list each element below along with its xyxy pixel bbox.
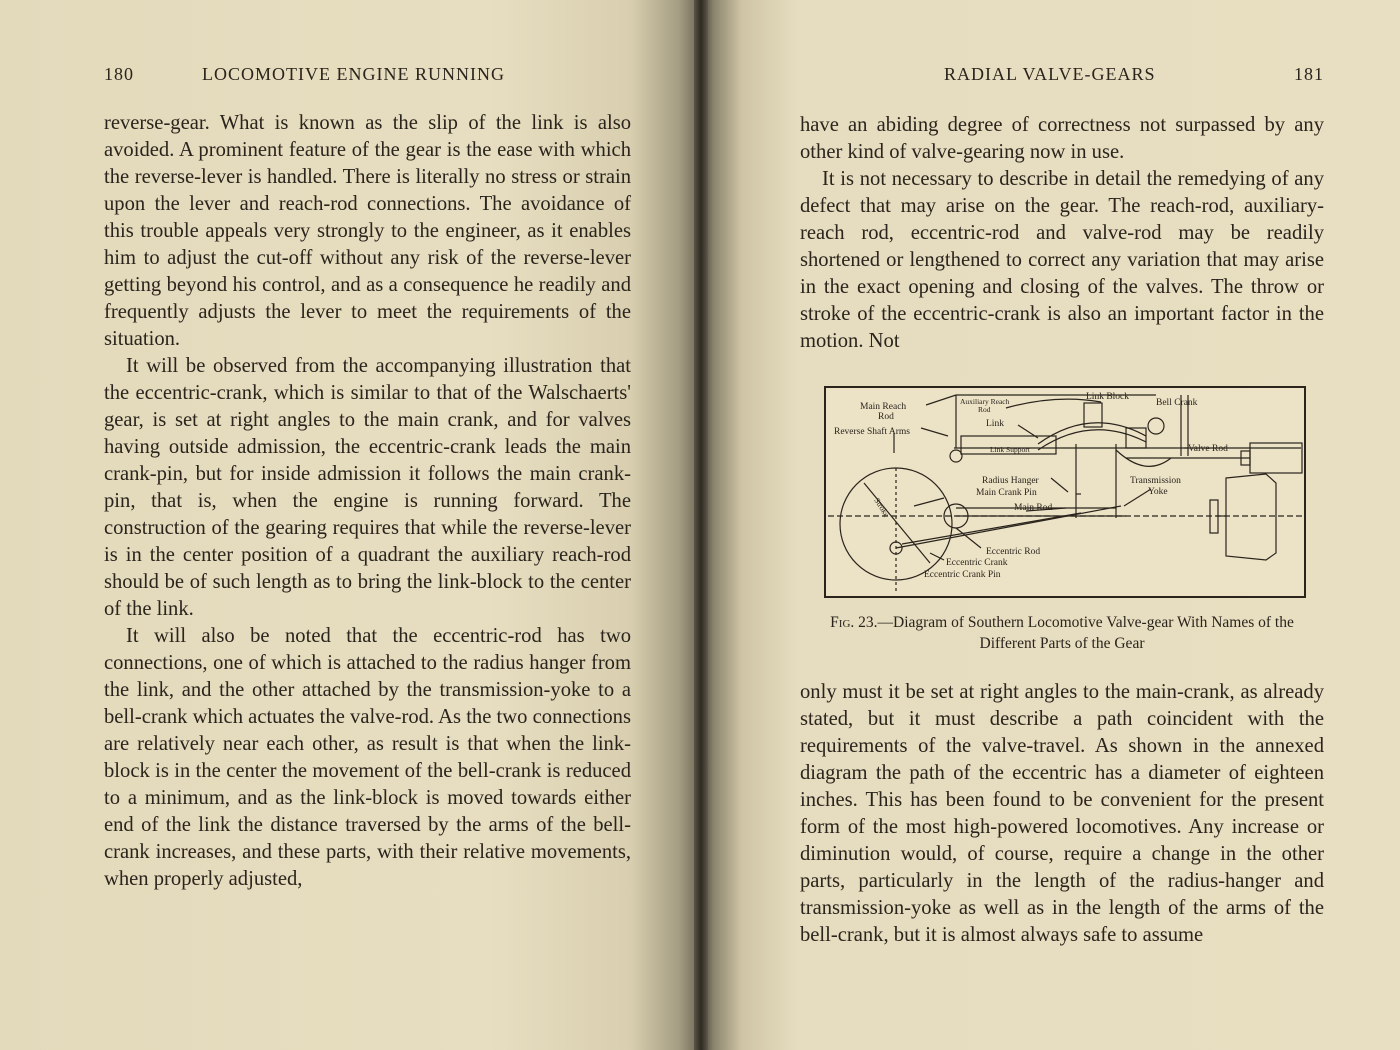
left-page-number: 180 bbox=[104, 64, 134, 84]
paragraph: reverse-gear. What is known as the slip of the link is also avoided. A prominent feature of the gear is the ease with which the reverse-lever is handled. There is literally no stress or strain upon the lever and reach-rod connections. The avoidance of this trouble appeals very strongly to the engineer, as it enables him to adjust the cut-off without any risk of the reverse-lever getting beyond his control, and as a consequence he readily and frequently adjusts the lever to meet the requirements of the situation. bbox=[104, 112, 631, 350]
bell-crank-pivot bbox=[1148, 418, 1164, 434]
reverse-shaft-circle bbox=[950, 450, 962, 462]
label-auxiliary-reach-rod: Auxiliary Reach bbox=[960, 397, 1010, 406]
label-link-support: Link Support bbox=[990, 445, 1030, 454]
label-link: Link bbox=[986, 419, 1004, 429]
label-reverse-shaft-arms: Reverse Shaft Arms bbox=[834, 427, 910, 437]
caption-prefix: Fig. 23. bbox=[830, 614, 878, 631]
label-eccentric-rod: Eccentric Rod bbox=[986, 547, 1041, 557]
label-yoke: Yoke bbox=[1148, 487, 1168, 497]
label-main-rod: Main Rod bbox=[1014, 503, 1053, 513]
paragraph: It is not necessary to describe in detail the remedying of any defect that may arise on the gear. The reach-rod, auxiliary-reach rod, eccentric-rod and valve-rod may be readily shortened or lengthened to correct any variation that may arise in the exact opening and closing of the valves. The throw or stroke of the eccentric-crank is also an important factor in the motion. Not bbox=[800, 168, 1324, 352]
right-running-head: RADIAL VALVE-GEARS bbox=[944, 64, 1156, 84]
left-running-head: LOCOMOTIVE ENGINE RUNNING bbox=[202, 64, 505, 84]
caption-text: —Diagram of Southern Locomotive Valve-gear With Names of the Different Parts of the Gear bbox=[877, 614, 1294, 652]
left-text-block bbox=[104, 110, 631, 893]
label-stroke: Stroke bbox=[872, 496, 892, 519]
label-radius-hanger: Radius Hanger bbox=[982, 476, 1039, 486]
eccentric-rod-line bbox=[896, 506, 1121, 548]
cylinder bbox=[1226, 474, 1276, 560]
right-page-number: 181 bbox=[1294, 64, 1324, 84]
right-text-block-top bbox=[800, 112, 1324, 355]
paragraph: It will also be noted that the eccentric-rod has two connections, one of which is attached to the radius hanger from the link, and the other attached by the transmission-yoke to a bell-crank which actuates the valve-rod. As the two connections are relatively near each other, as result is that when the link-block is in the center the movement of the bell-crank is reduced to a minimum, and as the link-block is moved towards either end of the link the distance traversed by the arms of the bell-crank increases, and these parts, with their relative movements, when properly adjusted, bbox=[104, 625, 631, 890]
label-transmission: Transmission bbox=[1130, 476, 1181, 486]
label-main-crank-pin: Main Crank Pin bbox=[976, 488, 1037, 498]
paragraph: It will be observed from the accompanying illustration that the eccentric-crank, which is similar to that of the Walschaerts' gear, is set at right angles to the main crank, and for valves having outside admission, the eccentric-crank leads the main crank-pin, but for inside admission it follows the main crank-pin, that is, when the engine is running forward. The construction of the gearing requires that while the reverse-lever is in the center position of a quadrant the auxiliary reach-rod should be of such length as to bring the link-block to the center of the link. bbox=[104, 355, 631, 620]
label-eccentric-crank: Eccentric Crank bbox=[946, 558, 1008, 568]
diagram-svg bbox=[826, 388, 1304, 596]
label-valve-rod: Valve Rod bbox=[1188, 444, 1228, 454]
right-page bbox=[700, 0, 1400, 1050]
crank-diameter bbox=[864, 483, 930, 563]
label-link-block: Link Block bbox=[1086, 392, 1130, 402]
paragraph: have an abiding degree of correctness not surpassed by any other kind of valve-gearing now in use. bbox=[800, 114, 1324, 163]
figure-caption bbox=[800, 612, 1324, 654]
label-main-reach-rod: Main Reach bbox=[860, 402, 907, 412]
book-spine bbox=[694, 0, 708, 1050]
valve-gear-diagram bbox=[824, 386, 1306, 598]
label-auxiliary-reach-rod-2: Rod bbox=[978, 405, 991, 414]
right-text-block-bottom bbox=[800, 679, 1324, 949]
paragraph: only must it be set at right angles to the main-crank, as already stated, but it must describe a path coincident with the requirements of the valve-travel. As shown in the annexed diagram the path of the eccentric has a diameter of eighteen inches. This has been found to be convenient for the present form of the most high-powered locomotives. Any increase or diminution would, of course, require a change in the other parts, particularly in the length of the radius-hanger and transmission-yoke as well as in the length of the arms of the bell-crank, but it is almost always safe to assume bbox=[800, 681, 1324, 946]
label-main-reach-rod-2: Rod bbox=[878, 412, 894, 422]
label-eccentric-crank-pin: Eccentric Crank Pin bbox=[924, 570, 1001, 580]
label-bell-crank: Bell Crank bbox=[1156, 398, 1198, 408]
